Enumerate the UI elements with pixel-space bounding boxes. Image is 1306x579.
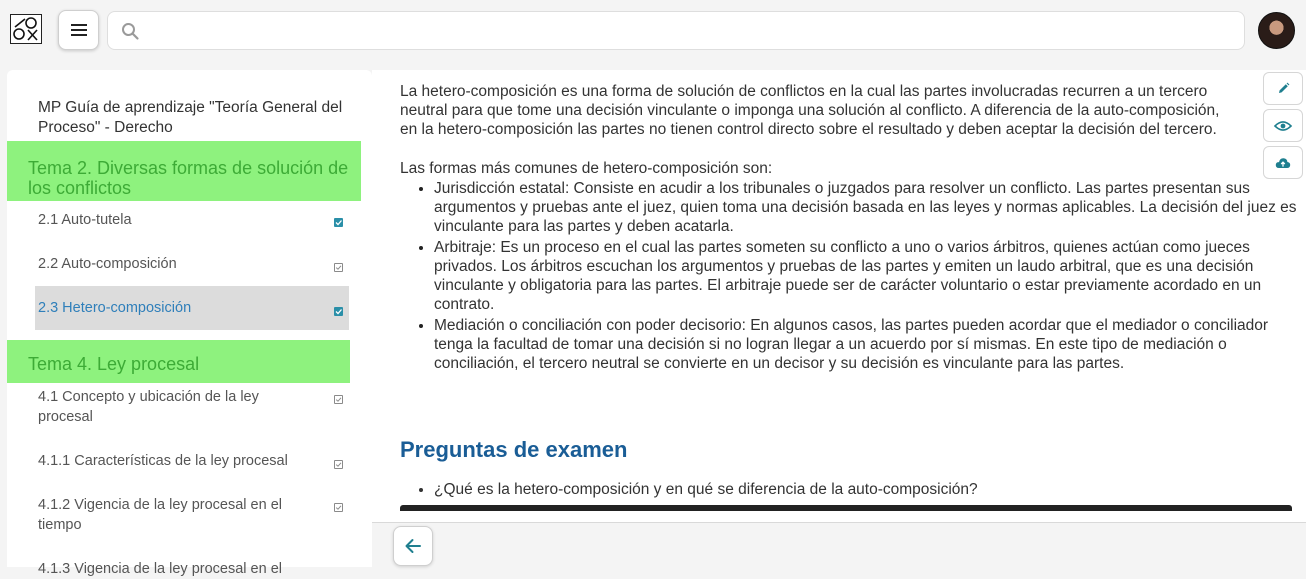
logo-icon[interactable] bbox=[10, 14, 42, 44]
lesson-label: 2.2 Auto-composición bbox=[38, 256, 177, 272]
list-item: • ¿Qué es la hetero-composición y en qué se diferencia de la auto-composición? bbox=[434, 480, 1300, 499]
checkbox-icon[interactable] bbox=[334, 503, 343, 512]
checkbox-icon[interactable] bbox=[334, 460, 343, 469]
lesson-label: 4.1 Concepto y ubicación de la ley procesal bbox=[38, 389, 259, 425]
top-bar bbox=[0, 0, 1306, 62]
list-lead: Las formas más comunes de hetero-composición son: bbox=[400, 160, 773, 177]
lesson-2-3[interactable] bbox=[35, 286, 349, 330]
cloud-upload-icon bbox=[1275, 157, 1291, 169]
bottom-nav bbox=[372, 522, 1306, 567]
questions-list bbox=[400, 480, 1300, 499]
list-item: • Jurisdicción estatal: Consiste en acudir a los tribunales o juzgados para resolver un conflicto. Las partes presentan sus argumentos y pruebas ante el juez, quien toma una decisión basada en las leyes y normas aplicables. La decisión del juez es vinculante para las partes y deben acatarla. bbox=[434, 179, 1300, 236]
arrow-left-icon bbox=[404, 538, 422, 554]
user-avatar[interactable] bbox=[1258, 12, 1295, 49]
search-icon bbox=[112, 22, 148, 40]
tema-4-heading[interactable]: Tema 4. Ley procesal bbox=[7, 340, 350, 383]
lesson-label: 2.1 Auto-tutela bbox=[38, 212, 132, 228]
lesson-4-1-3[interactable] bbox=[35, 559, 349, 579]
forms-list bbox=[400, 179, 1300, 373]
edit-button[interactable] bbox=[1263, 72, 1303, 105]
dark-panel-edge bbox=[400, 505, 1292, 511]
lesson-2-1[interactable] bbox=[35, 210, 349, 230]
lesson-label: 4.1.1 Características de la ley procesal bbox=[38, 453, 288, 469]
eye-icon bbox=[1274, 120, 1292, 132]
list-item: • Arbitraje: Es un proceso en el cual las partes someten su conflicto a uno o varios árbitros, quienes actúan como jueces privados. Los árbitros escuchan los argumentos y pruebas de las partes y emiten un laudo arbitral, que es una decisión vinculante y obligatoria para las partes. El arbitraje puede ser de carácter voluntario o estar previamente acordado en un contrato. bbox=[434, 238, 1300, 314]
search-bar[interactable] bbox=[107, 11, 1245, 50]
lesson-4-1-1[interactable] bbox=[35, 451, 349, 471]
side-tools bbox=[1263, 72, 1306, 183]
lesson-content bbox=[372, 70, 1306, 522]
pencil-icon bbox=[1277, 82, 1290, 95]
back-button[interactable] bbox=[393, 526, 433, 566]
list-item: • Mediación o conciliación con poder decisorio: En algunos casos, las partes pueden acordar que el mediador o conciliador tenga la facultad de tomar una decisión si no logran llegar a un acuerdo por sí mismas. En este tipo de mediación o conciliación, el tercero neutral se convierte en un decisor y su decisión es vinculante para las partes. bbox=[434, 316, 1300, 373]
section-title: Preguntas de examen bbox=[400, 437, 628, 462]
lesson-label: 2.3 Hetero-composición bbox=[38, 300, 192, 316]
lesson-2-2[interactable] bbox=[35, 254, 349, 274]
lesson-label: 4.1.3 Vigencia de la ley procesal en el bbox=[38, 561, 282, 577]
checked-checkbox-icon[interactable] bbox=[334, 307, 343, 316]
course-title[interactable]: MP Guía de aprendizaje "Teoría General del Proceso" - Derecho bbox=[38, 99, 343, 136]
lesson-body bbox=[400, 82, 1300, 375]
lesson-label: 4.1.2 Vigencia de la ley procesal en el tiempo bbox=[38, 497, 282, 533]
course-sidebar bbox=[7, 70, 372, 577]
upload-button[interactable] bbox=[1263, 146, 1303, 179]
view-button[interactable] bbox=[1263, 109, 1303, 142]
tema-2-heading[interactable]: Tema 2. Diversas formas de solución de los conflictos bbox=[7, 141, 361, 201]
search-input[interactable] bbox=[148, 12, 1244, 49]
checkbox-icon[interactable] bbox=[334, 263, 343, 272]
intro-paragraph: La hetero-composición es una forma de solución de conflictos en la cual las partes involucradas recurren a un tercero neutral para que tome una decisión vinculante o imponga una solución al conflicto. A diferencia de la auto-composición, en la hetero-composición las partes no tienen control directo sobre el resultado y deben aceptar la decisión del tercero. bbox=[400, 83, 1220, 138]
hamburger-menu-icon bbox=[71, 24, 87, 36]
lesson-4-1-2[interactable] bbox=[35, 495, 349, 535]
checked-checkbox-icon[interactable] bbox=[334, 218, 343, 227]
menu-button[interactable] bbox=[58, 10, 99, 50]
lesson-4-1[interactable] bbox=[35, 387, 349, 427]
checkbox-icon[interactable] bbox=[334, 395, 343, 404]
